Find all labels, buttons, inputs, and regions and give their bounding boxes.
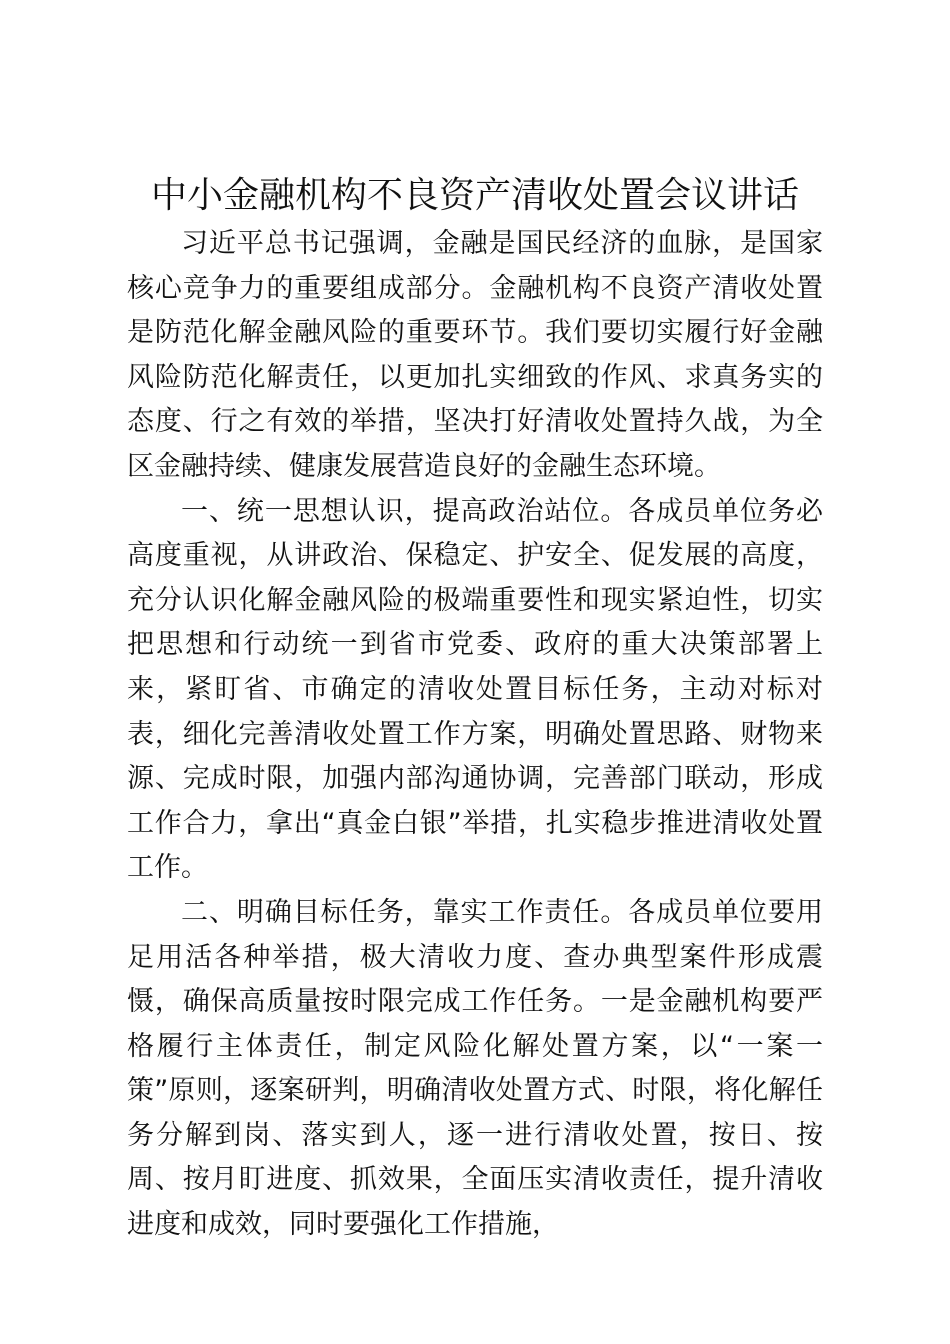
paragraph-intro: 习近平总书记强调，金融是国民经济的血脉，是国家核心竞争力的重要组成部分。金融机构不良资产清收处置是防范化解金融风险的重要环节。我们要切实履行好金融风险防范化解责任，以更加扎实细致的作风、求真务实的态度、行之有效的举措，坚决打好清收处置持久战，为全区金融持续、健康发展营造良好的金融生态环境。: [127, 228, 823, 482]
document-title: 中小金融机构不良资产清收处置会议讲话: [150, 175, 799, 216]
paragraph-section-2: 二、明确目标任务，靠实工作责任。各成员单位要用足用活各种举措，极大清收力度、查办典型案件形成震慑，确保高质量按时限完成工作任务。一是金融机构要严格履行主体责任，制定风险化解处置方案，以“一案一策”原则，逐案研判，明确清收处置方式、时限，将化解任务分解到岗、落实到人，逐一进行清收处置，按日、按周、按月盯进度、抓效果，全面压实清收责任，提升清收进度和成效，同时要强化工作措施，: [127, 896, 823, 1241]
document-body: [127, 222, 823, 1248]
paragraph-section-1: 一、统一思想认识，提高政治站位。各成员单位务必高度重视，从讲政治、保稳定、护安全、促发展的高度，充分认识化解金融风险的极端重要性和现实紧迫性，切实把思想和行动统一到省市党委、政府的重大决策部署上来，紧盯省、市确定的清收处置目标任务，主动对标对表，细化完善清收处置工作方案，明确处置思路、财物来源、完成时限，加强内部沟通协调，完善部门联动，形成工作合力，拿出“真金白银”举措，扎实稳步推进清收处置工作。: [127, 495, 823, 884]
